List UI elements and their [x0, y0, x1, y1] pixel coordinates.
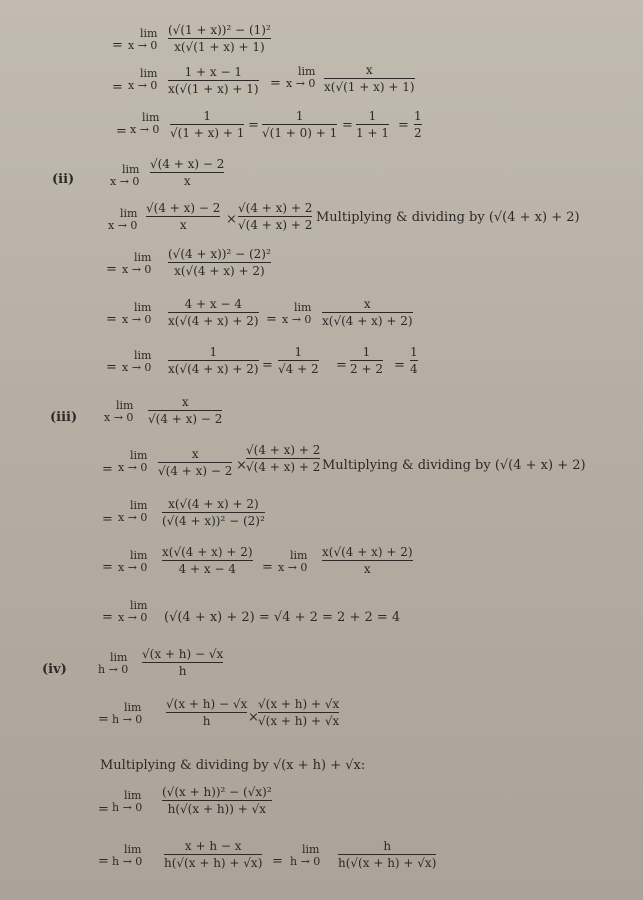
equals-sign: =: [272, 854, 283, 869]
equals-sign: =: [102, 462, 113, 477]
part-label-ii: (ii): [52, 172, 75, 187]
fraction: x √(4 + x) − 2: [158, 447, 233, 478]
times-sign: ×: [248, 710, 259, 725]
limit-x-to-0: lim x → 0: [278, 549, 308, 574]
equals-sign: =: [106, 312, 117, 327]
equals-sign: =: [270, 76, 281, 91]
multiplying-note: Multiplying & dividing by (√(4 + x) + 2): [322, 458, 586, 473]
times-sign: ×: [236, 458, 247, 473]
equals-sign: =: [112, 80, 123, 95]
limit-x-to-0: lim x → 0: [108, 207, 138, 232]
fraction: x + h − x h(√(x + h) + √x): [164, 839, 263, 870]
equals-sign: =: [342, 118, 353, 133]
limit-x-to-0: lim x → 0: [122, 251, 152, 276]
times-sign: ×: [226, 212, 237, 227]
part-label-iii: (iii): [50, 410, 78, 425]
limit-x-to-0: lim x → 0: [128, 67, 158, 92]
fraction: (√(1 + x))² − (1)² x(√(1 + x) + 1): [168, 23, 271, 54]
limit-h-to-0: lim h → 0: [98, 651, 129, 676]
fraction: 1 √(1 + 0) + 1: [262, 109, 338, 140]
limit-x-to-0: lim x → 0: [122, 301, 152, 326]
equals-sign: =: [262, 560, 273, 575]
multiplying-note: Multiplying & dividing by (√(4 + x) + 2): [316, 210, 580, 225]
equals-sign: =: [336, 358, 347, 373]
equals-sign: =: [98, 802, 109, 817]
limit-x-to-0: lim x → 0: [286, 65, 316, 90]
limit-x-to-0: lim x → 0: [118, 499, 148, 524]
equals-sign: =: [98, 854, 109, 869]
fraction: x(√(4 + x) + 2) x: [322, 545, 413, 576]
fraction: 1 1 + 1: [356, 109, 389, 140]
fraction: 1 √(1 + x) + 1: [170, 109, 245, 140]
part-label-iv: (iv): [42, 662, 67, 677]
equals-sign: =: [102, 512, 113, 527]
fraction: x(√(4 + x) + 2) 4 + x − 4: [162, 545, 253, 576]
fraction: 1 + x − 1 x(√(1 + x) + 1): [168, 65, 259, 96]
limit-x-to-0: lim x → 0: [118, 599, 148, 624]
fraction: √(4 + x) − 2 x: [146, 201, 221, 232]
equals-sign: =: [248, 118, 259, 133]
fraction: (√(x + h))² − (√x)² h(√(x + h)) + √x: [162, 785, 272, 816]
equals-sign: =: [106, 262, 117, 277]
limit-h-to-0: lim h → 0: [290, 843, 321, 868]
fraction: 1 4: [410, 345, 418, 376]
fraction: √(x + h) + √x √(x + h) + √x: [258, 697, 340, 728]
equals-sign: =: [262, 358, 273, 373]
equals-sign: =: [394, 358, 405, 373]
fraction: √(x + h) − √x h: [142, 647, 224, 678]
fraction: √(4 + x) − 2 x: [150, 157, 225, 188]
equals-sign: =: [102, 610, 113, 625]
limit-h-to-0: lim h → 0: [112, 843, 143, 868]
fraction: x x(√(1 + x) + 1): [324, 63, 415, 94]
fraction: x x(√(4 + x) + 2): [322, 297, 413, 328]
limit-x-to-0: lim x → 0: [282, 301, 312, 326]
equals-sign: =: [266, 312, 277, 327]
equals-sign: =: [116, 124, 127, 139]
multiplying-note: Multiplying & dividing by √(x + h) + √x:: [100, 758, 366, 773]
limit-h-to-0: lim h → 0: [112, 789, 143, 814]
limit-x-to-0: lim x → 0: [110, 163, 140, 188]
limit-x-to-0: lim x → 0: [104, 399, 134, 424]
fraction: x(√(4 + x) + 2) (√(4 + x))² − (2)²: [162, 497, 265, 528]
fraction: h h(√(x + h) + √x): [338, 839, 437, 870]
equals-sign: =: [398, 118, 409, 133]
limit-h-to-0: lim h → 0: [112, 701, 143, 726]
fraction: 4 + x − 4 x(√(4 + x) + 2): [168, 297, 259, 328]
limit-x-to-0: lim x → 0: [118, 549, 148, 574]
fraction: x √(4 + x) − 2: [148, 395, 223, 426]
limit-x-to-0: lim x → 0: [128, 27, 158, 52]
limit-x-to-0: lim x → 0: [130, 111, 160, 136]
equals-sign: =: [112, 38, 123, 53]
equals-sign: =: [98, 712, 109, 727]
final-expression: (√(4 + x) + 2) = √4 + 2 = 2 + 2 = 4: [164, 610, 401, 625]
fraction: √(x + h) − √x h: [166, 697, 248, 728]
equals-sign: =: [106, 360, 117, 375]
fraction: 1 2: [414, 109, 422, 140]
limit-x-to-0: lim x → 0: [118, 449, 148, 474]
fraction: √(4 + x) + 2 √(4 + x) + 2: [238, 201, 313, 232]
fraction: 1 2 + 2: [350, 345, 383, 376]
limit-x-to-0: lim x → 0: [122, 349, 152, 374]
equals-sign: =: [102, 560, 113, 575]
fraction: 1 x(√(4 + x) + 2): [168, 345, 259, 376]
fraction: √(4 + x) + 2 √(4 + x) + 2: [246, 443, 321, 474]
fraction: (√(4 + x))² − (2)² x(√(4 + x) + 2): [168, 247, 271, 278]
fraction: 1 √4 + 2: [278, 345, 319, 376]
